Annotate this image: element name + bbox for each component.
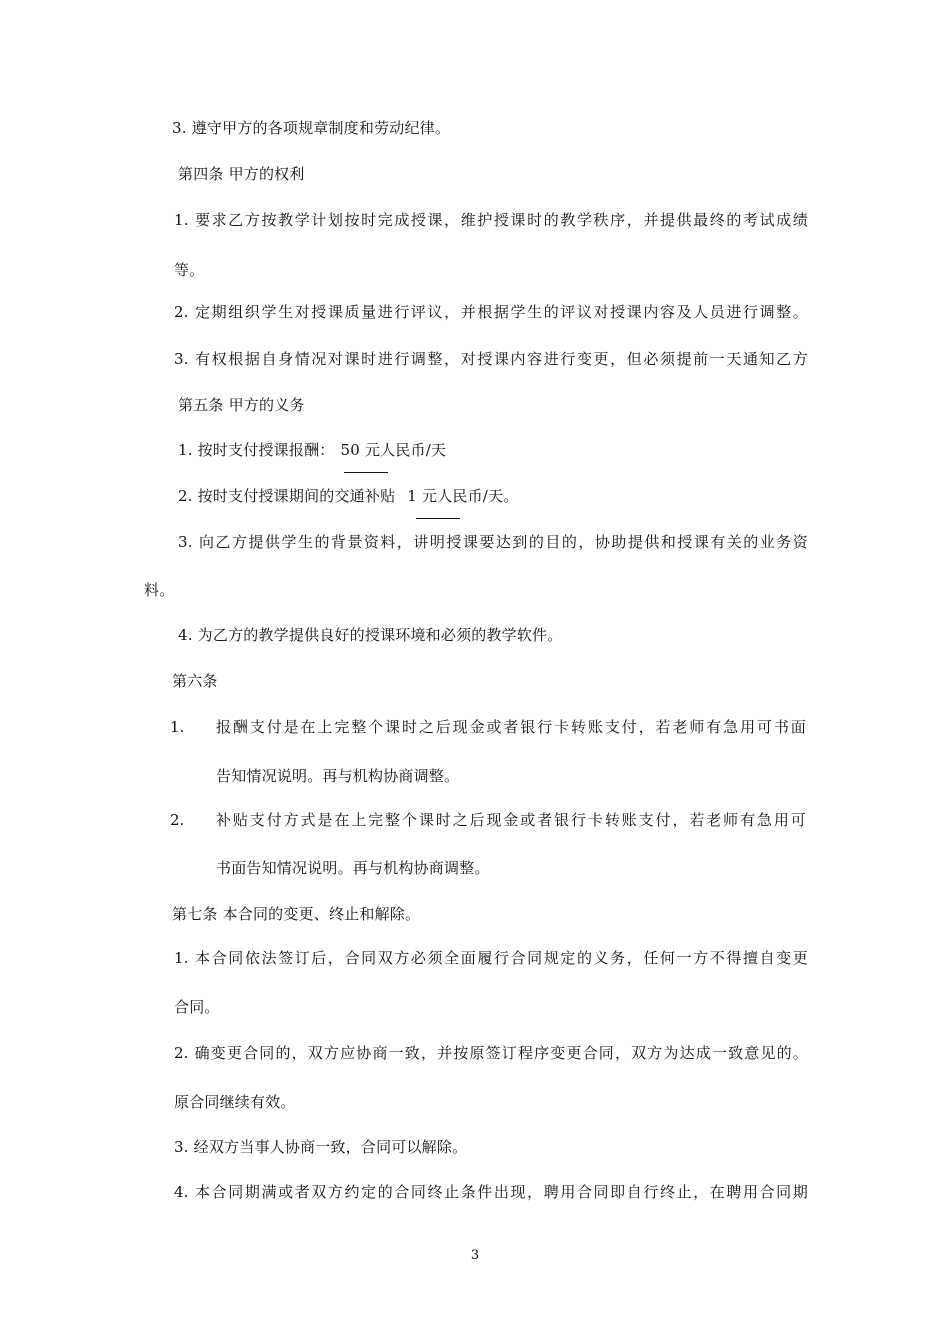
article-6-item-2-number: 2.	[170, 811, 185, 829]
article-6-item-1-line-2: 告知情况说明。再与机构协商调整。	[216, 767, 460, 785]
payment-unit: 元人民币/天	[359, 441, 447, 459]
article-6-item-1-line-1: 报酬支付是在上完整个课时之后现金或者银行卡转账支付，若老师有急用可书面	[216, 718, 806, 736]
article-7-title: 第七条 本合同的变更、终止和解除。	[172, 905, 421, 923]
article-7-item-3: 3. 经双方当事人协商一致，合同可以解除。	[174, 1138, 468, 1156]
transport-unit: 元人民币/天。	[417, 487, 519, 505]
transport-amount: 1	[407, 487, 418, 505]
article-7-item-2-line-2: 原合同继续有效。	[174, 1093, 296, 1111]
article-5-item-2	[178, 486, 518, 506]
article-4-item-2: 2. 定期组织学生对授课质量进行评议，并根据学生的评议对授课内容及人员进行调整。	[174, 303, 808, 321]
transport-label: 2. 按时支付授课期间的交通补贴	[178, 487, 396, 505]
article-4-item-1-line-1: 1. 要求乙方按教学计划按时完成授课，维护授课时的教学秩序，并提供最终的考试成绩	[174, 211, 808, 229]
article-6-item-2-line-2: 书面告知情况说明。再与机构协商调整。	[216, 859, 490, 877]
article-7-item-2-line-1: 2. 确变更合同的，双方应协商一致，并按原签订程序变更合同，双方为达成一致意见的。	[174, 1044, 808, 1062]
article-4-item-3: 3. 有权根据自身情况对课时进行调整，对授课内容进行变更，但必须提前一天通知乙方	[174, 350, 808, 368]
page-number: 3	[470, 1248, 480, 1263]
article-7-item-1-line-1: 1. 本合同依法签订后，合同双方必须全面履行合同规定的义务，任何一方不得擅自变更	[174, 949, 808, 967]
article-4-item-1-line-2: 等。	[174, 261, 205, 279]
payment-amount: 50	[340, 441, 360, 459]
clause-3-observe-rules: 3. 遵守甲方的各项规章制度和劳动纪律。	[172, 119, 451, 137]
article-5-title: 第五条 甲方的义务	[178, 396, 305, 414]
article-5-item-1	[178, 440, 446, 460]
article-6-item-1-number: 1.	[170, 718, 185, 736]
article-6-title: 第六条	[172, 672, 218, 690]
payment-label: 1. 按时支付授课报酬：	[178, 441, 335, 459]
article-7-item-1-line-2: 合同。	[174, 998, 220, 1016]
transport-amount-underline	[416, 518, 460, 519]
article-5-item-3-line-1: 3. 向乙方提供学生的背景资料，讲明授课要达到的目的，协助提供和授课有关的业务资	[178, 533, 808, 551]
article-4-title: 第四条 甲方的权利	[178, 165, 305, 183]
article-5-item-4: 4. 为乙方的教学提供良好的授课环境和必须的教学软件。	[178, 626, 563, 644]
payment-amount-underline	[344, 472, 388, 473]
article-7-item-4: 4. 本合同期满或者双方约定的合同终止条件出现，聘用合同即自行终止，在聘用合同期	[174, 1183, 808, 1201]
article-5-item-3-line-2: 料。	[144, 581, 175, 599]
article-6-item-2-line-1: 补贴支付方式是在上完整个课时之后现金或者银行卡转账支付，若老师有急用可	[216, 811, 806, 829]
